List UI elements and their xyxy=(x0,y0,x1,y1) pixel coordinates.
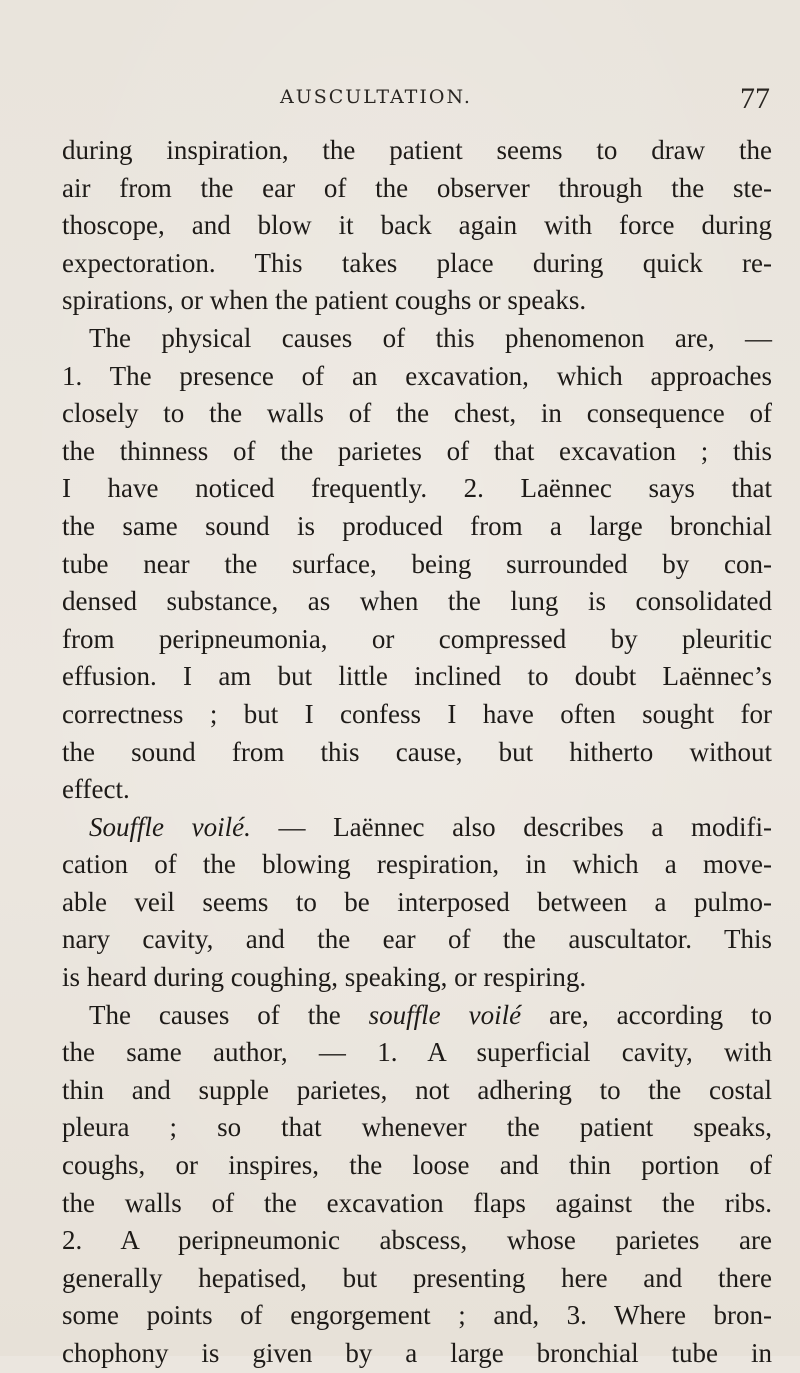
text-line: 1. The presence of an excavation, which approaches xyxy=(62,360,772,391)
text-line: some points of engorgement ; and, 3. Where bron- xyxy=(62,1300,772,1331)
text-line: during inspiration, the patient seems to draw the xyxy=(62,135,772,165)
text-run: — Laënnec also describes a modifi- xyxy=(278,811,772,842)
page-number: 77 xyxy=(740,82,770,115)
text-line: able veil seems to be interposed between a pulmo- xyxy=(62,886,772,917)
text-line: the same sound is produced from a large bronchial xyxy=(62,510,772,541)
text-line: expectoration. This takes place during quick re- xyxy=(62,247,772,278)
text-line: from peripneumonia, or compressed by pleuritic xyxy=(62,623,772,654)
text-line: densed substance, as when the lung is consolidated xyxy=(62,586,772,617)
text-line: effusion. I am but little inclined to doubt Laënnec’s xyxy=(62,661,772,692)
text-line: chophony is given by a large bronchial tube in xyxy=(62,1338,772,1368)
text-line: the walls of the excavation flaps against the ribs. xyxy=(62,1187,772,1218)
text-run: are, according to xyxy=(549,999,773,1030)
text-line: The physical causes of this phenomenon are, — xyxy=(89,322,772,353)
text-line: spirations, or when the patient coughs or speaks. xyxy=(62,285,587,316)
text-line: closely to the walls of the chest, in consequence of xyxy=(62,398,772,429)
running-title: AUSCULTATION. xyxy=(280,86,472,108)
text-line: 2. A peripneumonic abscess, whose parietes are xyxy=(62,1225,772,1256)
text-line: I have noticed frequently. 2. Laënnec says that xyxy=(62,473,772,504)
text-line: the sound from this cause, but hitherto without xyxy=(62,736,772,767)
text-line: thoscope, and blow it back again with force during xyxy=(62,210,772,241)
text-line: coughs, or inspires, the loose and thin portion of xyxy=(62,1150,772,1181)
body-text xyxy=(62,132,772,1373)
text-line: is heard during coughing, speaking, or respiring. xyxy=(62,962,587,993)
text-line: pleura ; so that whenever the patient speaks, xyxy=(62,1112,772,1143)
text-line xyxy=(62,809,772,847)
text-line: effect. xyxy=(62,774,130,805)
text-line: tube near the surface, being surrounded by con- xyxy=(62,548,772,579)
running-head xyxy=(50,82,770,116)
text-line: thin and supple parietes, not adhering to the costal xyxy=(62,1074,772,1105)
italic-term: souffle voilé xyxy=(368,999,522,1030)
text-line xyxy=(62,997,772,1035)
text-line: generally hepatised, but presenting here and there xyxy=(62,1262,772,1293)
text-line: cation of the blowing respiration, in which a move- xyxy=(62,849,772,880)
text-run: The causes of the xyxy=(89,999,341,1030)
text-line: correctness ; but I confess I have often sought for xyxy=(62,698,772,729)
italic-term: Souffle voilé. xyxy=(89,811,251,842)
text-line: the same author, — 1. A superficial cavity, with xyxy=(62,1037,772,1068)
text-line: air from the ear of the observer through the ste- xyxy=(62,172,772,203)
text-line: nary cavity, and the ear of the auscultator. This xyxy=(62,924,772,955)
text-line: the thinness of the parietes of that excavation ; this xyxy=(62,435,772,466)
